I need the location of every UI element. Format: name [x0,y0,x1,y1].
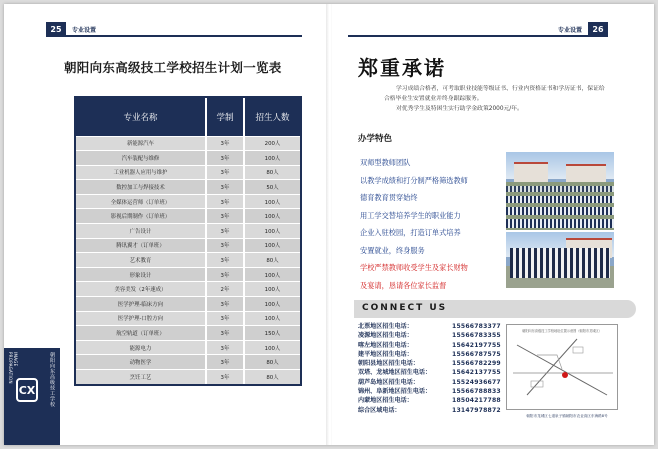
contact-phone[interactable]: 15566783355 [452,332,501,340]
major-cell: 能源电力 [76,340,206,355]
commitment-intro [384,84,606,114]
quota-cell: 100人 [244,238,300,253]
contact-label: 凌源地区招生电话： [358,332,413,340]
contact-phone[interactable]: 15642197755 [452,341,501,349]
band-vertical-subtitle: IMAGE PROPAGATION [8,352,18,384]
major-cell: 影视后期制作（订单班） [76,209,206,224]
contact-phone[interactable]: 15642137755 [452,369,501,377]
table-row [76,224,300,239]
enrollment-plan-title: 朝阳向东高级技工学校招生计划一览表 [64,60,282,75]
major-cell: 航空轨道（订单班） [76,326,206,341]
major-cell: 美容美发（2年速成） [76,282,206,297]
major-cell: 数控加工与焊接技术 [76,180,206,195]
campus-assembly-photo [506,152,614,230]
quota-cell: 80人 [244,355,300,370]
quota-cell: 150人 [244,326,300,341]
feature-item: 企业入驻校园，打造订单式培养 [360,228,461,237]
quota-cell: 100人 [244,311,300,326]
feature-item-notice: 及宴请，恳请各位家长监督 [360,280,447,290]
table-row [76,238,300,253]
left-header-title: 专业设置 [72,26,97,34]
quota-cell: 80人 [244,253,300,268]
contact-label: 综合区域电话： [358,406,401,414]
table-row [76,326,300,341]
major-cell: 腾讯翼才（订单班） [76,238,206,253]
major-cell: 汽车装配与维修 [76,151,206,166]
left-header-rule [46,35,302,37]
enrollment-table-frame [74,96,302,386]
table-row [76,282,300,297]
contact-label: 锦州、阜新地区招生电话： [358,388,432,396]
quota-cell: 100人 [244,194,300,209]
map-road [527,339,577,395]
duration-cell: 3年 [206,311,244,326]
left-page-number: 25 [46,22,66,36]
duration-cell: 3年 [206,253,244,268]
duration-cell: 3年 [206,136,244,151]
duration-cell: 3年 [206,194,244,209]
contact-phone[interactable]: 15566783377 [452,323,501,330]
brochure-spread [4,4,654,445]
duration-cell: 3年 [206,297,244,312]
photo-student-rows [506,186,614,192]
contact-label: 建平地区招生电话： [358,350,413,358]
feature-item: 安置就业，终身服务 [360,245,425,255]
student-lineup-photo [506,232,614,288]
map-title: 朝阳向东高级技工学校地址位置示意图（朝阳市龙城区） [522,329,602,333]
map-roads-graphic [507,325,619,411]
contact-row [358,378,518,387]
contact-row [358,322,518,331]
contact-label: 葫芦岛地区招生电话： [358,378,419,386]
map-landmark [573,347,583,353]
contact-row [358,406,518,415]
feature-item: 双师型教师团队 [360,158,411,167]
table-header-row [76,98,300,136]
table-row [76,194,300,209]
table-body [76,136,300,384]
right-header-title: 专业设置 [557,26,582,34]
major-cell: 医学护理-口腔方向 [76,311,206,326]
map-road [517,345,607,395]
quota-cell: 100人 [244,282,300,297]
contact-row [358,331,518,340]
major-cell: 新能源汽车 [76,136,206,151]
quota-cell: 100人 [244,224,300,239]
contact-phone[interactable]: 15566782299 [452,360,501,368]
duration-cell: 3年 [206,180,244,195]
contact-phone[interactable]: 15566787575 [452,350,501,358]
commitment-title: 郑重承诺 [358,56,446,80]
location-map [506,324,618,410]
duration-cell: 3年 [206,224,244,239]
header-duration: 学制 [206,98,244,136]
contact-label: 喀左地区招生电话： [358,341,413,349]
table-row [76,370,300,385]
left-page [4,4,328,445]
table-row [76,180,300,195]
intro-paragraph: 学习成绩合格者，可考取职业技能等级证书、行业内资格证书和学历证书，保证给合格毕业生安置就业并终身跟踪服务。 [384,86,605,102]
duration-cell: 3年 [206,151,244,166]
contact-phone[interactable]: 18504217788 [452,397,501,405]
right-header-rule [348,35,608,37]
duration-cell: 3年 [206,340,244,355]
connect-us-bar [354,300,636,318]
quota-cell: 200人 [244,136,300,151]
enrollment-table [76,98,300,384]
contact-row [358,359,518,368]
connect-us-label: CONNECT US [362,303,448,313]
photo-building [514,162,548,184]
header-major: 专业名称 [76,98,206,136]
feature-item: 以教学成绩和打分制严格筛选教师 [360,175,468,185]
school-address: 朝阳市龙城区七道泉子镇朝阳市农业高区东海路8号 [526,414,608,418]
duration-cell: 3年 [206,165,244,180]
duration-cell: 3年 [206,370,244,385]
features-list [360,154,510,294]
right-header [348,22,608,36]
duration-cell: 2年 [206,282,244,297]
major-cell: 医学护理-临床方向 [76,297,206,312]
quota-cell: 100人 [244,151,300,166]
major-cell: 形象设计 [76,267,206,282]
major-cell: 动物医学 [76,355,206,370]
school-logo-icon: CX [16,378,38,402]
table-row [76,253,300,268]
table-row [76,297,300,312]
major-cell: 烹饪工艺 [76,370,206,385]
contact-row [358,350,518,359]
contact-label: 北票地区招生电话： [358,323,413,330]
map-road [537,355,562,369]
photo-student-rows [506,196,614,203]
contact-list [358,322,518,415]
quota-cell: 100人 [244,209,300,224]
school-location-marker-icon [562,372,568,378]
duration-cell: 3年 [206,267,244,282]
contact-phone[interactable]: 13147978872 [452,406,501,414]
duration-cell: 3年 [206,209,244,224]
table-row [76,165,300,180]
quota-cell: 100人 [244,297,300,312]
contact-label: 内蒙地区招生电话： [358,397,413,405]
right-page [332,4,654,445]
contact-row [358,341,518,350]
major-cell: 艺术教育 [76,253,206,268]
duration-cell: 3年 [206,238,244,253]
feature-item: 用工学交替培养学生的职业能力 [360,210,461,220]
quota-cell: 80人 [244,165,300,180]
contact-row [358,368,518,377]
photo-student-rows [506,219,614,228]
duration-cell: 3年 [206,326,244,341]
table-row [76,355,300,370]
table-row [76,136,300,151]
header-quota: 招生人数 [244,98,300,136]
major-cell: 全媒体运营师（订单班） [76,194,206,209]
photo-students [510,248,610,278]
feature-item-notice: 学校严禁教师收受学生及家长财物 [360,263,468,272]
quota-cell: 50人 [244,180,300,195]
major-cell: 工业机器人应用与维护 [76,165,206,180]
band-vertical-school-name: 朝阳向东高级技工学校 [49,352,55,407]
photo-building [566,164,606,184]
table-row [76,340,300,355]
table-row [76,151,300,166]
feature-item: 德育教育贯穿始终 [360,193,418,202]
photo-student-rows [506,207,614,215]
contact-label: 朝阳县地区招生电话： [358,360,419,368]
contact-label: 双塔、龙城地区招生电话： [358,369,432,377]
features-heading: 办学特色 [358,134,393,144]
quota-cell: 100人 [244,340,300,355]
duration-cell: 3年 [206,355,244,370]
school-side-band [4,348,60,445]
intro-paragraph: 对优秀学生及特困生实行助学金政策2000元/年。 [396,106,523,112]
table-row [76,311,300,326]
contact-phone[interactable]: 15524936677 [452,378,501,386]
table-row [76,209,300,224]
contact-phone[interactable]: 15566788833 [452,388,501,396]
contact-row [358,387,518,396]
table-row [76,267,300,282]
contact-row [358,396,518,405]
quota-cell: 100人 [244,267,300,282]
right-page-number: 26 [588,22,608,36]
quota-cell: 80人 [244,370,300,385]
left-header [46,22,302,36]
major-cell: 广告设计 [76,224,206,239]
